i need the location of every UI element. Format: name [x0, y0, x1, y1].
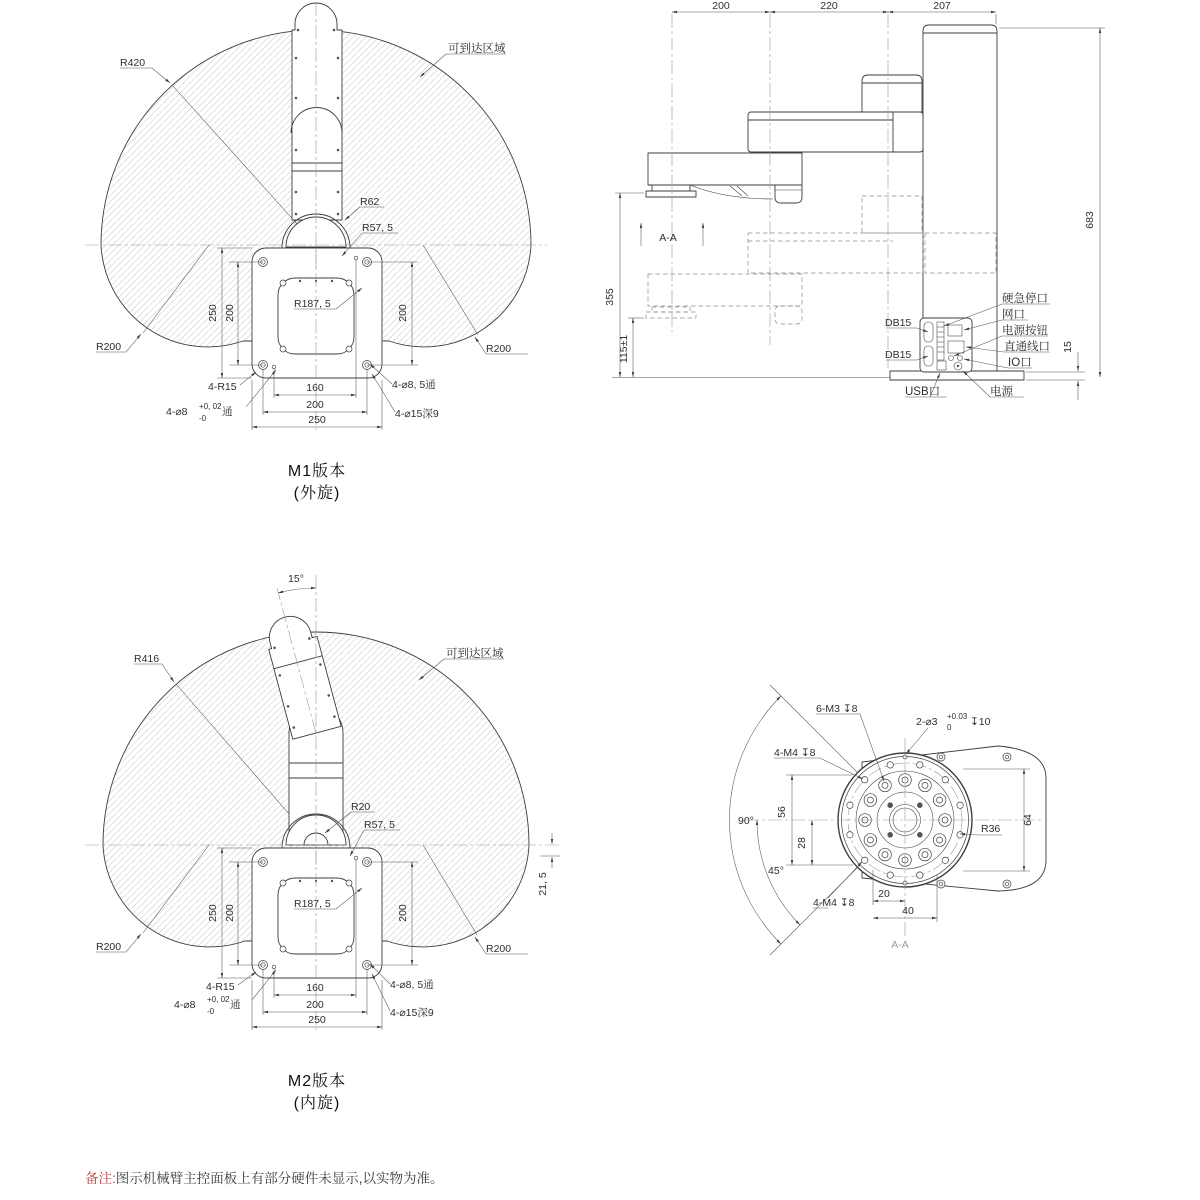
m2-dim-200-vr: 200 — [397, 904, 409, 922]
side-label-db15-top: DB15 — [885, 317, 912, 329]
flange-dim-90deg: 90° — [738, 815, 754, 827]
flange-label-r36: R36 — [981, 823, 1001, 835]
flange-dim-56: 56 — [776, 806, 788, 818]
m1-dim-200-h: 200 — [306, 399, 324, 411]
flange-dim-40: 40 — [902, 905, 914, 917]
side-link2 — [648, 153, 802, 185]
flange-label-m4-top: 4-M4 ↧8 — [774, 747, 816, 759]
flange-label-pins: 2-⌀3 +0.03 0 ↧10 — [916, 712, 991, 732]
side-gusset-detail — [730, 186, 748, 196]
m2-label-r57: R57, 5 — [364, 819, 395, 831]
m1-dim-250-v: 250 — [207, 304, 219, 322]
m2-dim-200-h: 200 — [306, 999, 324, 1011]
m1-label-through-holes: 4-⌀8, 5通 — [392, 379, 436, 391]
view-side — [604, 0, 1105, 400]
side-label-estop: 硬急停口 — [1002, 293, 1048, 305]
side-quill-housing — [775, 185, 802, 203]
m2-label-r416: R416 — [134, 653, 160, 665]
m2-label-pin-holes: 4-⌀8 +0, 02 -0 通 — [174, 995, 241, 1016]
side-j1-housing — [862, 75, 922, 112]
m2-label-15deg: 15° — [288, 573, 304, 585]
m1-label-r200-right: R200 — [486, 343, 512, 355]
m1-label-corner-r15: 4-R15 — [208, 381, 237, 393]
view-m2 — [85, 573, 560, 1030]
m2-label-reachable: 可到达区域 — [446, 648, 504, 660]
side-dim-115: 115±1 — [618, 334, 630, 364]
side-tool-flange-lower — [646, 191, 696, 197]
flange-dim-20: 20 — [878, 888, 890, 900]
m1-dim-200-vl: 200 — [224, 304, 236, 322]
m2-label-cbore: 4-⌀15深9 — [390, 1007, 434, 1019]
m1-label-cbore: 4-⌀15深9 — [395, 408, 439, 420]
m1-dim-250-h: 250 — [308, 414, 326, 426]
flange-label-m4-bottom: 4-M4 ↧8 — [813, 897, 855, 909]
caption-m2-line2: (内旋) — [293, 1095, 341, 1112]
side-connector-panel — [920, 318, 972, 372]
m1-label-reachable: 可到达区域 — [448, 43, 506, 55]
side-dim-15: 15 — [1062, 341, 1074, 353]
m1-label-r187: R187, 5 — [294, 298, 331, 310]
m2-label-r200-left: R200 — [96, 941, 122, 953]
side-label-power: 电源 — [990, 386, 1013, 398]
side-tool-flange-upper — [652, 185, 690, 191]
m1-dim-200-vr: 200 — [397, 304, 409, 322]
m2-dim-250-v: 250 — [207, 904, 219, 922]
side-section-label: A-A — [659, 232, 677, 244]
m2-label-r20: R20 — [351, 801, 371, 813]
caption-m1 — [227, 461, 407, 505]
m1-label-r420: R420 — [120, 57, 146, 69]
m1-label-r62: R62 — [360, 196, 380, 208]
footer-note — [85, 1167, 444, 1187]
side-label-ethernet: 网口 — [1002, 309, 1025, 321]
footer-note-body: 图示机械臂主控面板上有部分硬件未显示,以实物为准。 — [115, 1171, 444, 1186]
m2-label-corner-r15: 4-R15 — [206, 981, 235, 993]
flange-dim-28: 28 — [796, 837, 808, 849]
caption-m1-line1: M1版本 — [287, 463, 347, 480]
flange-section-label: A-A — [891, 939, 909, 951]
side-label-db15-bottom: DB15 — [885, 349, 912, 361]
m1-dim-160: 160 — [306, 382, 324, 394]
side-dim-683: 683 — [1084, 211, 1096, 229]
m2-label-r200-right: R200 — [486, 943, 512, 955]
caption-m2 — [227, 1071, 407, 1115]
flange-label-m3: 6-M3 ↧8 — [816, 703, 858, 715]
view-flange — [729, 685, 1046, 955]
view-m1 — [85, 2, 547, 430]
side-label-power-button: 电源按钮 — [1002, 325, 1048, 337]
side-label-io: IO口 — [1008, 357, 1032, 369]
m2-dim-200-vl: 200 — [224, 904, 236, 922]
m1-label-r57: R57, 5 — [362, 222, 393, 234]
m1-label-pin-holes: 4-⌀8 +0, 02 -0 通 — [166, 402, 233, 423]
side-dim-355: 355 — [604, 288, 616, 306]
m2-label-through-holes: 4-⌀8, 5通 — [390, 979, 434, 991]
caption-m2-line1: M2版本 — [287, 1073, 347, 1090]
caption-m1-line2: (外旋) — [293, 485, 341, 502]
m1-label-r200-left: R200 — [96, 341, 122, 353]
flange-dim-45deg: 45° — [768, 865, 784, 877]
flange-dim-64: 64 — [1022, 814, 1034, 826]
side-dim-207: 207 — [933, 0, 951, 12]
footer-note-prefix: 备注: — [85, 1171, 116, 1186]
m2-dim-250-h: 250 — [308, 1014, 326, 1026]
side-link1 — [748, 112, 923, 152]
side-dim-220: 220 — [820, 0, 838, 12]
side-label-usb: USB口 — [905, 386, 941, 398]
m2-dim-21-5: 21, 5 — [537, 872, 549, 896]
m2-dim-160: 160 — [306, 982, 324, 994]
m1-arm-link — [292, 3, 342, 220]
side-dim-200: 200 — [712, 0, 730, 12]
side-label-passthrough: 直通线口 — [1004, 341, 1050, 353]
m2-label-r187: R187, 5 — [294, 898, 331, 910]
